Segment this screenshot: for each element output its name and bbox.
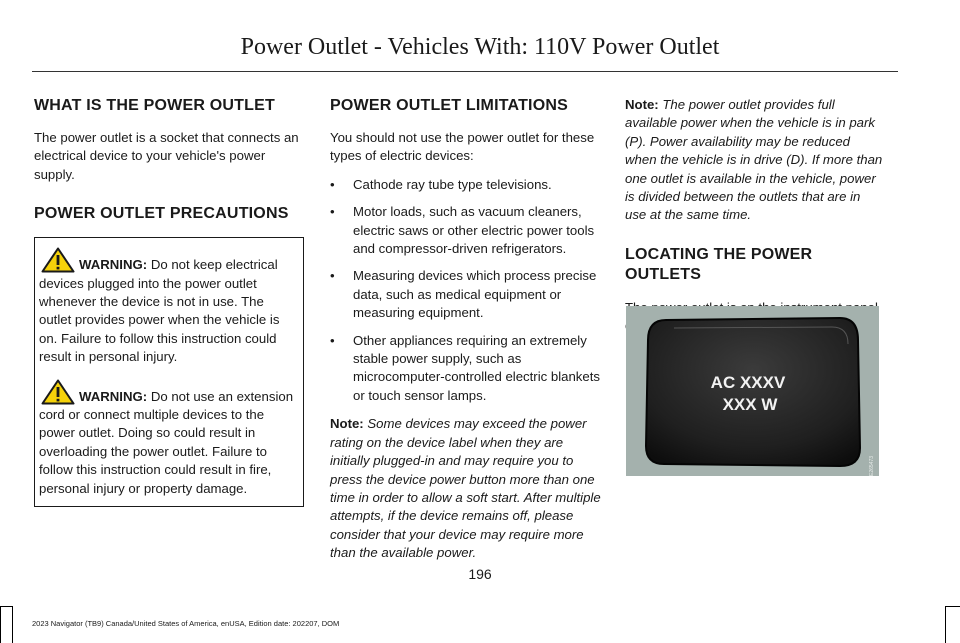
figure-code: E265473 <box>869 455 875 476</box>
outlet-rating-line2: XXX W <box>722 395 778 414</box>
warning-2 <box>39 379 299 498</box>
section-heading-what-is: WHAT IS THE POWER OUTLET <box>34 97 275 114</box>
footer-edition: 2023 Navigator (TB9) Canada/United States of America, enUSA, Edition date: 202207, DOM <box>32 619 340 628</box>
page-number: 196 <box>468 566 492 582</box>
warning-box <box>34 237 304 507</box>
note-label: Note: <box>330 416 364 432</box>
list-item: • Measuring devices which process precise data, such as medical equipment or measuring equipment. <box>330 267 602 322</box>
note-label: Note: <box>625 97 659 112</box>
warning-triangle-icon <box>41 379 75 405</box>
power-outlet-cover-illustration <box>626 306 879 476</box>
warning-1 <box>39 247 299 366</box>
list-item: • Cathode ray tube type televisions. <box>330 176 602 194</box>
section-heading-precautions: POWER OUTLET PRECAUTIONS <box>34 205 289 223</box>
header-rule <box>32 71 898 72</box>
para-limitations-intro: You should not use the power outlet for these types of electric devices: <box>330 130 595 164</box>
power-outlet-figure <box>626 306 879 476</box>
note-soft-start <box>330 415 602 562</box>
warning-label: WARNING: <box>79 388 148 404</box>
warning-label: WARNING: <box>79 257 148 273</box>
note-text: Some devices may exceed the power rating on the device label when they are initially plugged-in and may require you to press the device power button more than one time in order to allow a soft start. After multiple attempts, if the device remains off, please consider that your device may require more than the available power. <box>330 416 601 561</box>
limitations-list <box>330 176 602 405</box>
warning-text: Do not keep electrical devices plugged into the power outlet whenever the device is not in use. The outlet provides power when the vehicle is on. Failure to follow this instruction could result in personal injury. <box>39 257 280 365</box>
list-item: • Motor loads, such as vacuum cleaners, electric saws or other electric power tools and compressor-driven refrigerators. <box>330 203 602 258</box>
crop-mark <box>0 606 13 607</box>
note-text: The power outlet provides full available power when the vehicle is in park (P). Power availability may be reduced when the vehicle is in drive (D). If more than one outlet is available in the vehicle, power is divided between the outlets that are in use at the same time. <box>625 97 883 223</box>
outlet-rating-line1: AC XXXV <box>710 373 786 392</box>
column-left <box>34 96 304 507</box>
crop-mark <box>945 606 960 607</box>
warning-triangle-icon <box>41 247 75 273</box>
crop-mark <box>12 606 13 643</box>
note-power-availability <box>625 96 883 225</box>
column-middle <box>330 96 602 583</box>
section-heading-limitations: POWER OUTLET LIMITATIONS <box>330 97 568 114</box>
warning-text: Do not use an extension cord or connect multiple devices to the power outlet. Doing so could result in overloading the power outlet. Failure to follow this instruction could result in fire, personal injury or property damage. <box>39 388 294 496</box>
list-item: • Other appliances requiring an extremely stable power supply, such as microcomputer-controlled electric blankets or touch sensor lamps. <box>330 332 602 406</box>
page-header-title: Power Outlet - Vehicles With: 110V Power Outlet <box>240 34 720 60</box>
crop-mark <box>945 606 946 643</box>
para-what-is: The power outlet is a socket that connects an electrical device to your vehicle's power supply. <box>34 130 299 182</box>
section-heading-locating: LOCATING THE POWER OUTLETS <box>625 245 813 283</box>
crop-mark <box>0 606 1 643</box>
